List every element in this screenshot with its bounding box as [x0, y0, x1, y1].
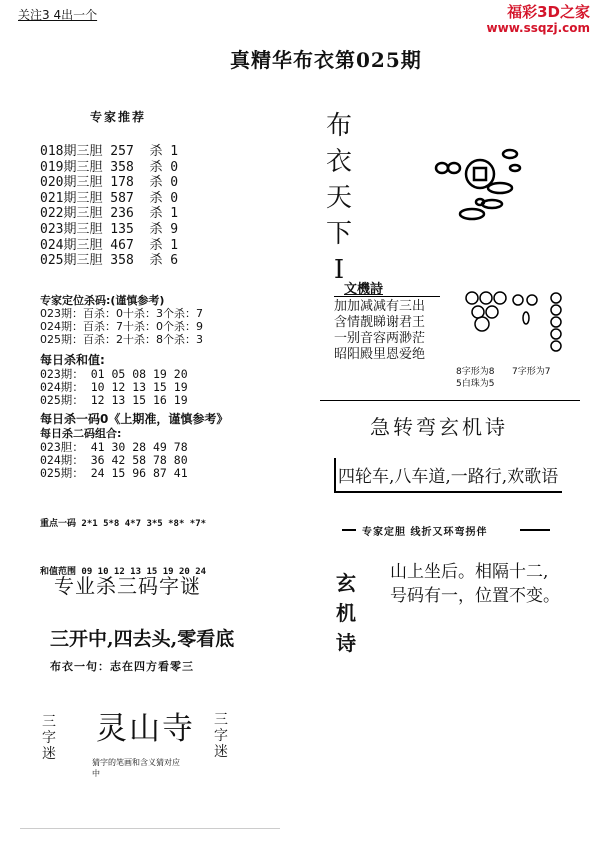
shape-note: 5白珠为5 [456, 379, 495, 389]
xuanji-text [390, 560, 560, 608]
vertical-char: 衣 [325, 147, 352, 177]
vertical-char: 三 [214, 712, 228, 728]
list-item: 023期：百杀：0十杀：3个杀：7 [40, 307, 203, 320]
beads-illustration [460, 288, 570, 366]
vertical-char: 迷 [42, 746, 56, 762]
brand-name: 福彩3D之家 [507, 3, 590, 21]
vertical-char: 布 [325, 111, 352, 141]
riddle-word: 灵山寺 [96, 711, 195, 747]
daily-sum [40, 351, 188, 408]
vertical-char: 三 [42, 714, 56, 730]
kill3-answer: 三开中,四去头,零看底 [50, 628, 235, 650]
vertical-char: 下 [325, 219, 352, 249]
daily-two-kill [40, 425, 188, 481]
wenji-poem [334, 296, 440, 363]
list-item: 022期三胆 236 杀 1 [40, 206, 179, 222]
poem-line: 山上坐后。相隔十二, [390, 562, 549, 582]
divider [20, 828, 280, 829]
turn-poem-line: 四轮车,八车道,一路行,欢歌语 [334, 462, 562, 493]
divider [342, 529, 356, 531]
vertical-char: 玄 [336, 571, 356, 595]
wenji-title: 文機詩 [344, 282, 384, 297]
poem-line: 含情靓睇谢君王 [334, 315, 426, 330]
brand-logo[interactable] [487, 4, 590, 36]
list-item: 024期： 36 42 58 78 80 [40, 453, 188, 468]
list-item: 018期三胆 257 杀 1 [40, 144, 179, 159]
list-item: 023期： 01 05 08 19 20 [40, 367, 188, 381]
list-item: 023胆： 41 30 28 49 78 [40, 440, 188, 454]
riddle-right-vertical [212, 712, 230, 760]
list-item: 024期：百杀：7十杀：0个杀：9 [40, 320, 203, 333]
coins-illustration [420, 140, 540, 232]
list-item: 025期：百杀：2十杀：8个杀：3 [40, 333, 203, 346]
position-kill [40, 294, 203, 346]
list-item: 021期三胆 587 杀 0 [40, 190, 179, 206]
vertical-char: 天 [325, 183, 352, 213]
divider [520, 529, 550, 531]
list-item: 024期三胆 467 杀 1 [40, 237, 179, 253]
poem-line: 号码有一，位置不变。 [390, 586, 560, 606]
list-item: 020期三胆 178 杀 0 [40, 175, 179, 191]
expert-list [40, 144, 178, 269]
poem-line: 昭阳殿里恩爱绝 [334, 347, 426, 362]
vertical-char: 字 [214, 728, 228, 744]
brand-url: www.ssqzj.com [486, 21, 590, 35]
divider [320, 400, 580, 401]
top-note: 关注3 4出一个 [18, 8, 98, 22]
shape-note: 7字形为7 [512, 367, 551, 377]
expert-title: 专家推荐 [90, 110, 147, 124]
kill3-title: 专业杀三码字谜 [54, 574, 201, 598]
buyi-vertical-title [322, 108, 356, 288]
list-item: 重点一码 2*1 5*8 4*7 3*5 *8* *7* [40, 519, 207, 529]
poem-line: 加加减减有三出 [334, 299, 426, 314]
turn-poem-title: 急转弯玄机诗 [370, 415, 508, 439]
xuanji-vertical [336, 568, 356, 658]
vertical-char: 诗 [336, 631, 356, 655]
daily-one-kill: 每日杀一码0《上期准，谨慎参考》 [40, 412, 229, 426]
turn-poem-sub: 专家定胆 线折又环弯拐伴 [362, 527, 488, 538]
riddle-note: 猜字的笔画和含义猜对应中 [92, 758, 180, 778]
list-item: 024期： 10 12 13 15 19 [40, 380, 188, 395]
list-item: 025期： 24 15 96 87 41 [40, 466, 188, 481]
section-title: 每日杀二码组合: [40, 427, 122, 440]
poem-line: 一别音容两渺茫 [334, 331, 426, 346]
section-title: 专家定位杀码:(谨慎参考) [40, 294, 165, 307]
list-item: 019期三胆 358 杀 0 [40, 159, 179, 175]
vertical-char: 机 [336, 601, 356, 625]
page-title: 真精华布衣第025期 [230, 48, 422, 72]
section-title: 每日杀和值: [40, 353, 105, 367]
list-item: 025期： 12 13 15 16 19 [40, 393, 188, 408]
riddle-left-vertical [40, 714, 58, 762]
vertical-char: 迷 [214, 744, 228, 760]
list-item: 和值范围 09 10 12 13 15 19 20 24 [40, 567, 207, 577]
list-item: 023期三胆 135 杀 9 [40, 221, 179, 237]
vertical-char: I [333, 255, 345, 285]
vertical-char: 字 [42, 730, 56, 746]
buyi-line: 布衣一句：志在四方看零三 [50, 660, 194, 673]
list-item: 025期三胆 358 杀 6 [40, 253, 179, 269]
shape-note: 8字形为8 [456, 367, 495, 377]
